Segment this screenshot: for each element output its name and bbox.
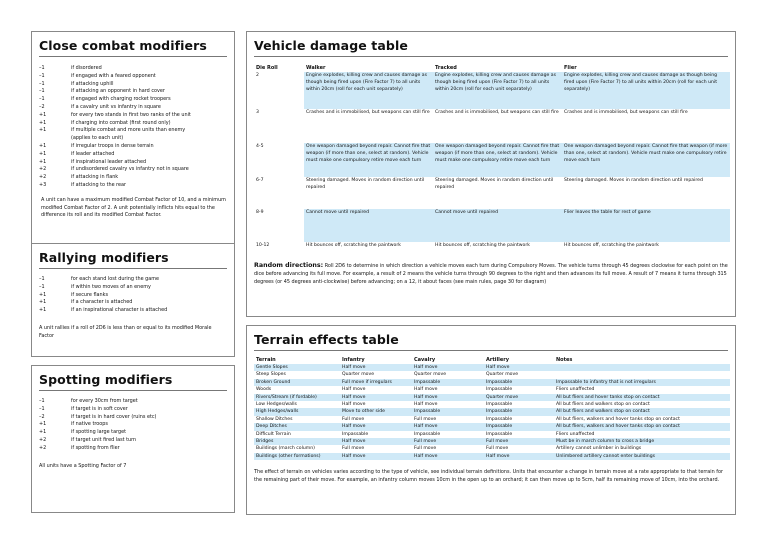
modifier-description: if target unit fired last turn	[71, 436, 137, 443]
modifier-description: if leader attached	[71, 150, 115, 157]
cell-artillery: Impassable	[486, 402, 513, 408]
modifier-row	[39, 96, 227, 104]
modifier-row	[39, 421, 227, 429]
random-directions-text: Roll 2D6 to determine in which direction a vehicle moves each turn during Compulsory Moves. The vehicle turns through 45 degrees clockwise for each point on the dice before advancing its full move. For example, a result of 2 means the vehicle turns through 90 degrees to the right and then advances its full move. A result of 7 means it turns through 315 degrees (or 45 degrees anti-clockwise) before advancing; on a 12, it about faces (see main rules, page 30 for diagram)	[254, 263, 728, 285]
modifier-value: +1	[39, 127, 47, 134]
table-row	[254, 242, 730, 256]
cell-cavalry: Quarter move	[414, 372, 447, 378]
modifier-row	[39, 429, 227, 437]
table-header-row	[254, 64, 730, 72]
title-divider	[254, 350, 728, 351]
rallying-title: Rallying modifiers	[39, 250, 169, 265]
modifier-value: –1	[39, 398, 45, 404]
cell-notes: Unlimbered artillery cannot enter buildings	[554, 453, 730, 460]
vehicle-damage-body	[254, 72, 730, 256]
cell-walker: Steering damaged. Moves in random direction until repaired	[306, 178, 425, 190]
terrain-note: The effect of terrain on vehicles varies according to the type of vehicle, see individual terrain definitions. Units that encounter a change in terrain move at a rate appropriate to that terrain for the remaining part of their move. For example, an infantry column moves 10cm in the open up to an orchard; it can then move up to 5cm, half its remaining move of 10cm, into the orchard.	[254, 469, 724, 484]
cell-artillery: Impassable	[486, 416, 513, 422]
cell-terrain: Deep Ditches	[254, 423, 340, 430]
cell-infantry: Half move	[342, 387, 366, 393]
table-row	[254, 364, 730, 371]
terrain-body	[254, 364, 730, 460]
modifier-row	[39, 406, 227, 414]
cell-cavalry: Full move	[412, 438, 484, 445]
modifier-row	[39, 182, 227, 190]
cell-cavalry: Half move	[414, 402, 438, 408]
table-row	[254, 72, 730, 109]
modifier-description: if a cavalry unit vs infantry in square	[71, 103, 161, 110]
modifier-description: if disordered	[71, 65, 102, 71]
modifier-row	[39, 276, 227, 284]
modifier-value: –2	[39, 413, 45, 420]
cell-terrain: Bridges	[254, 438, 340, 445]
vehicle-damage-title: Vehicle damage table	[254, 38, 408, 53]
title-divider	[39, 268, 227, 269]
random-directions	[254, 262, 728, 286]
cell-cavalry: Impassable	[414, 431, 441, 437]
modifier-description: if attacking an opponent in hard cover	[71, 88, 165, 95]
header-tracked: Tracked	[435, 65, 457, 71]
cell-walker: One weapon damaged beyond repair. Cannot fire that weapon (if more than one, select at random). Vehicle must make one compulsory retire move each turn	[304, 143, 433, 177]
table-row	[254, 394, 730, 401]
cell-notes	[554, 364, 730, 371]
modifier-row	[39, 159, 227, 167]
terrain-title: Terrain effects table	[254, 332, 399, 347]
cell-die-roll: 4-5	[256, 144, 264, 149]
table-row	[254, 416, 730, 423]
cell-artillery: Quarter move	[486, 372, 519, 378]
modifier-value: –1	[39, 72, 45, 79]
spotting-note: All units have a Spotting Factor of 7	[39, 462, 127, 469]
cell-notes: Artillery cannot unlimber in buildings	[556, 446, 642, 452]
cell-infantry: Half move	[342, 402, 366, 408]
rallying-list	[39, 276, 227, 315]
cell-notes: Impassable to infantry that is not irregulars	[554, 379, 730, 386]
cell-artillery: Full move	[486, 446, 509, 452]
modifier-value: –1	[39, 88, 45, 95]
table-row	[254, 445, 730, 452]
header-terrain: Terrain	[256, 357, 276, 363]
modifier-description: if within two moves of an enemy	[71, 283, 151, 290]
modifier-row	[39, 151, 227, 159]
cell-notes: Fliers unaffected	[556, 431, 595, 437]
cell-die-roll: 6-7	[256, 178, 264, 183]
cell-notes: All but fliers and walkers stop on contact	[556, 402, 650, 408]
modifier-row	[39, 73, 227, 81]
spotting-panel	[31, 365, 235, 513]
modifier-description: if spotting from flier	[71, 444, 120, 451]
cell-cavalry: Half move	[412, 453, 484, 460]
cell-terrain: Woods	[256, 387, 272, 393]
table-row	[254, 423, 730, 430]
title-divider	[39, 56, 227, 57]
modifier-value: –2	[39, 103, 45, 110]
cell-die-roll: 10-12	[256, 243, 270, 248]
modifier-value: +1	[39, 150, 47, 157]
cell-infantry: Half move	[340, 438, 412, 445]
cell-infantry: Full move	[342, 446, 365, 452]
cell-die-roll: 8-9	[256, 210, 264, 215]
cell-terrain: Rivers/Stream (if fordable)	[254, 394, 340, 401]
modifier-value: +1	[39, 307, 47, 314]
modifier-description: for every two stands in first two ranks of the unit	[71, 111, 191, 118]
cell-infantry: Half move	[340, 453, 412, 460]
cell-infantry: Half move	[340, 423, 412, 430]
modifier-description: if target is in hard cover (ruins etc)	[71, 413, 157, 420]
cell-flier: Hit bounces off, scratching the paintwork	[564, 243, 659, 248]
cell-infantry: Move to other side	[340, 408, 412, 415]
cell-notes: All but fliers, walkers and hover tanks stop on contact	[556, 416, 680, 422]
table-header-row	[254, 356, 730, 364]
modifier-description: if inspirational leader attached	[71, 158, 147, 165]
table-row	[254, 453, 730, 460]
cell-infantry: Full move	[342, 416, 365, 422]
cell-tracked: Hit bounces off, scratching the paintwork	[435, 243, 530, 248]
cell-flier: Crashes and is immobilised, but weapons can still fire	[564, 110, 688, 115]
modifier-value: +1	[39, 421, 47, 428]
spotting-title: Spotting modifiers	[39, 372, 173, 387]
modifier-value: –1	[39, 65, 45, 71]
modifier-row	[39, 437, 227, 445]
modifier-description: if attacking to the rear	[71, 181, 127, 188]
cell-walker: Crashes and is immobilised, but weapons can still fire	[306, 110, 430, 115]
cell-notes: All but fliers and walkers stop on contact	[554, 408, 730, 415]
terrain-panel	[246, 325, 736, 515]
modifier-row	[39, 88, 227, 96]
cell-artillery: Full move	[484, 438, 554, 445]
modifier-value: +2	[39, 166, 47, 173]
modifier-description: if an inspirational character is attached	[71, 307, 168, 314]
modifier-row	[39, 143, 227, 151]
cell-infantry: Half move	[340, 364, 412, 371]
modifier-description: for every 30cm from target	[71, 398, 138, 404]
cell-infantry: Impassable	[342, 431, 369, 437]
modifier-description: if attacking uphill	[71, 80, 114, 87]
cell-infantry: Quarter move	[342, 372, 375, 378]
rallying-note: A unit rallies if a roll of 2D6 is less than or equal to its modified Morale Factor	[39, 324, 212, 339]
header-cavalry: Cavalry	[414, 357, 436, 363]
modifier-row	[39, 414, 227, 422]
cell-terrain: Steep Slopes	[256, 372, 286, 378]
table-row	[254, 431, 730, 438]
modifier-description: if target is in soft cover	[71, 405, 128, 412]
cell-terrain: Difficult Terrain	[256, 431, 291, 437]
cell-cavalry: Half move	[412, 364, 484, 371]
modifier-description: (applies to each unit)	[71, 135, 124, 142]
cell-terrain: High Hedges/walls	[254, 408, 340, 415]
modifier-description: if secure flanks	[71, 291, 109, 298]
modifier-description: if charging into combat (first round only)	[71, 119, 171, 126]
table-row	[254, 438, 730, 445]
cell-die-roll: 2	[256, 73, 259, 78]
modifier-row	[39, 174, 227, 182]
title-divider	[254, 56, 728, 57]
cell-flier: Steering damaged. Moves in random direction until repaired	[564, 178, 703, 183]
modifier-value: +1	[39, 158, 47, 165]
table-row	[254, 386, 730, 393]
terrain-table	[254, 356, 730, 460]
cell-artillery: Half move	[484, 453, 554, 460]
cell-notes: All but fliers, walkers and hover tanks stop on contact	[554, 423, 730, 430]
cell-notes: All but fliers and hover tanks stop on contact	[554, 394, 730, 401]
cell-cavalry: Half move	[412, 423, 484, 430]
modifier-value: +1	[39, 119, 47, 126]
modifier-value: +1	[39, 142, 47, 149]
modifier-row	[39, 65, 227, 73]
header-die-roll: Die Roll	[256, 65, 278, 71]
cell-notes	[554, 371, 730, 378]
modifier-value: +3	[39, 181, 47, 188]
modifier-value: –1	[39, 96, 45, 103]
modifier-row	[39, 135, 227, 143]
cell-terrain: Buildings (march column)	[256, 446, 315, 452]
modifier-value: –1	[39, 405, 45, 412]
modifier-row	[39, 112, 227, 120]
table-row	[254, 209, 730, 242]
header-artillery: Artillery	[486, 357, 509, 363]
cell-cavalry: Impassable	[412, 408, 484, 415]
modifier-value	[39, 135, 71, 143]
cell-terrain: Broken Ground	[254, 379, 340, 386]
cell-notes: Must be in march column to cross a bridge	[554, 438, 730, 445]
cell-terrain: Gentle Slopes	[254, 364, 340, 371]
cell-artillery: Half move	[484, 364, 554, 371]
table-row	[254, 109, 730, 143]
modifier-value: +2	[39, 444, 47, 451]
modifier-row	[39, 104, 227, 112]
vehicle-damage-panel	[246, 31, 736, 317]
cell-cavalry: Full move	[414, 446, 437, 452]
modifier-description: if multiple combat and more units than enemy	[71, 127, 186, 134]
cell-artillery: Impassable	[484, 408, 554, 415]
cell-infantry: Full move if irregulars	[340, 379, 412, 386]
cell-terrain: Buildings (other formations)	[254, 453, 340, 460]
header-flier: Flier	[564, 65, 577, 71]
modifier-value: +1	[39, 429, 47, 436]
cell-die-roll: 3	[256, 110, 259, 115]
close-combat-note: A unit can have a maximum modified Combat Factor of 10, and a minimum modified Combat Factor of 2. A unit potentially inflicts hits equal to the difference its roll and its modified Combat Factor.	[41, 196, 226, 219]
cell-flier: Engine explodes, killing crew and causes damage as though being fired upon (Fire Factor 7) to all units within 20cm (roll for each unit separately)	[562, 72, 730, 109]
cell-tracked: One weapon damaged beyond repair. Cannot fire that weapon (if more than one, select at random). Vehicle must make one compulsory retire move each turn	[433, 143, 562, 177]
table-row	[254, 408, 730, 415]
modifier-value: +2	[39, 174, 47, 181]
close-combat-list	[39, 65, 227, 190]
modifier-description: if engaged with a feared opponent	[71, 72, 156, 79]
modifier-row	[39, 307, 227, 315]
modifier-description: if undisordered cavalry vs infantry not in square	[71, 166, 189, 173]
table-row	[254, 379, 730, 386]
modifier-description: if engaged with charging rocket troopers	[71, 96, 171, 103]
close-combat-title: Close combat modifiers	[39, 38, 207, 53]
cell-terrain: Low Hedges/walls	[256, 402, 297, 408]
cell-walker: Engine explodes, killing crew and causes damage as though being fired upon (Fire Factor 7) to all units within 20cm (roll for each unit separately)	[304, 72, 433, 109]
modifier-description: if a character is attached	[71, 299, 133, 306]
title-divider	[39, 390, 227, 391]
cell-walker: Hit bounces off, scratching the paintwork	[306, 243, 401, 248]
cell-notes: Fliers unaffected	[556, 387, 595, 393]
cell-artillery: Impassable	[486, 431, 513, 437]
cell-cavalry: Impassable	[412, 379, 484, 386]
cell-artillery: Impassable	[484, 423, 554, 430]
modifier-row	[39, 81, 227, 89]
close-combat-panel	[31, 31, 235, 255]
rallying-panel	[31, 243, 235, 357]
modifier-value: +1	[39, 299, 47, 306]
modifier-row	[39, 299, 227, 307]
modifier-description: if spotting large target	[71, 429, 127, 436]
table-row	[254, 371, 730, 378]
cell-flier: One weapon damaged beyond repair. Cannot fire that weapon (if more than one, select at random). Vehicle must make one compulsory retire move each turn	[562, 143, 730, 177]
header-walker: Walker	[306, 65, 326, 71]
modifier-description: if irregular troops in dense terrain	[71, 142, 154, 149]
cell-tracked: Crashes and is immobilised, but weapons can still fire	[435, 110, 559, 115]
cell-flier: Flier leaves the table for rest of game	[562, 209, 730, 242]
modifier-row	[39, 166, 227, 174]
modifier-description: if native troops	[71, 421, 108, 428]
spotting-list	[39, 398, 227, 453]
table-row	[254, 177, 730, 209]
cell-terrain: Shallow Ditches	[256, 416, 293, 422]
cell-artillery: Impassable	[484, 379, 554, 386]
modifier-description: for each stand lost during the game	[71, 276, 160, 282]
modifier-row	[39, 127, 227, 135]
modifier-value: –1	[39, 276, 45, 282]
cell-tracked: Steering damaged. Moves in random direction until repaired	[435, 178, 554, 190]
cell-cavalry: Half move	[412, 394, 484, 401]
vehicle-damage-table	[254, 64, 730, 256]
cell-cavalry: Full move	[414, 416, 437, 422]
header-infantry: Infantry	[342, 357, 365, 363]
header-notes: Notes	[556, 357, 573, 363]
modifier-row	[39, 398, 227, 406]
modifier-row	[39, 120, 227, 128]
table-row	[254, 143, 730, 177]
table-row	[254, 401, 730, 408]
cell-walker: Cannot move until repaired	[304, 209, 433, 242]
modifier-value: –1	[39, 283, 45, 290]
modifier-value: –1	[39, 80, 45, 87]
cell-artillery: Quarter move	[484, 394, 554, 401]
cell-artillery: Impassable	[486, 387, 513, 393]
modifier-description: if attacking in flank	[71, 174, 119, 181]
modifier-row	[39, 292, 227, 300]
modifier-value: +1	[39, 111, 47, 118]
cell-tracked: Engine explodes, killing crew and causes damage as though being fired upon (Fire Factor 7) to all units within 20cm (roll for each unit separately)	[433, 72, 562, 109]
cell-tracked: Cannot move until repaired	[433, 209, 562, 242]
modifier-row	[39, 284, 227, 292]
modifier-row	[39, 445, 227, 453]
cell-cavalry: Half move	[414, 387, 438, 393]
cell-infantry: Half move	[340, 394, 412, 401]
random-directions-label: Random directions:	[254, 262, 324, 269]
modifier-value: +2	[39, 436, 47, 443]
modifier-value: +1	[39, 291, 47, 298]
